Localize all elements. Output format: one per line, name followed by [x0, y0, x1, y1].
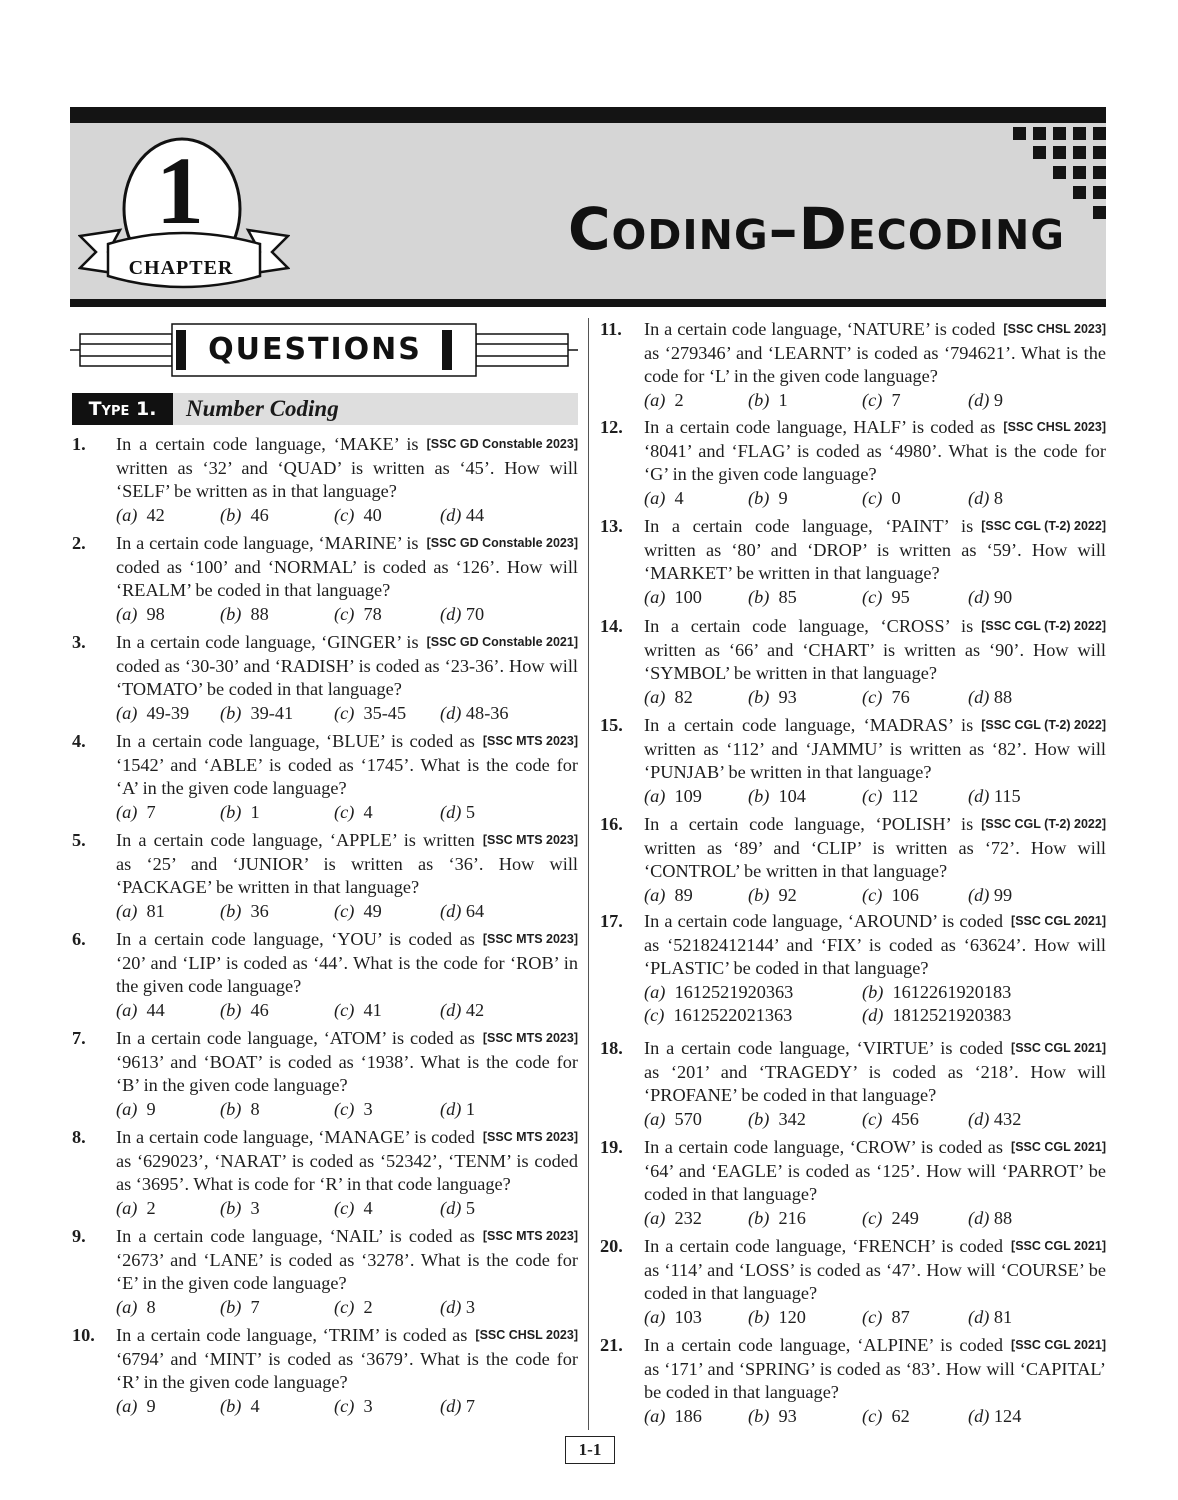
question-source: [SSC CHSL 2023] [475, 1328, 578, 1342]
options-row [116, 504, 578, 528]
option-c: (c) 35-45 [334, 702, 407, 723]
question-number: 9. [72, 1226, 86, 1246]
question-text: In a certain code language, ‘CROSS’ is written as ‘66’ and ‘CHART’ is written as ‘90’. How will ‘SYMBOL’ be written in that language? [644, 616, 1106, 684]
option-d: (d) 124 [968, 1405, 1022, 1426]
option-c: (c) 1612522021363 [644, 1005, 793, 1026]
question-item [72, 532, 578, 626]
options-row [116, 1098, 578, 1122]
question-number: 12. [600, 417, 623, 437]
options-row [644, 981, 1106, 1005]
option-a: (a) 2 [116, 1197, 156, 1218]
question-item [72, 631, 578, 725]
question-item [72, 928, 578, 1022]
question-number: 11. [600, 319, 622, 339]
options-row [644, 1405, 1106, 1429]
question-item [600, 1235, 1106, 1329]
question-text: In a certain code language, ‘FRENCH’ is coded as ‘114’ and ‘LOSS’ is coded as ‘47’. How will ‘COURSE’ be coded in that language? [644, 1236, 1106, 1304]
option-b: (b) 92 [748, 884, 797, 905]
question-text: In a certain code language, ‘CROW’ is coded as ‘64’ and ‘EAGLE’ is coded as ‘125’. How will ‘PARROT’ be coded in that language? [644, 1137, 1106, 1205]
option-b: (b) 7 [220, 1296, 260, 1317]
options-row [116, 603, 578, 627]
option-d: (d) 115 [968, 785, 1021, 806]
question-source: [SSC CGL (T-2) 2022] [981, 519, 1106, 533]
header-bottom-rule [70, 299, 1106, 307]
options-row [644, 884, 1106, 908]
option-b: (b) 93 [748, 1405, 797, 1426]
question-item [72, 1126, 578, 1220]
option-d: (d) 9 [968, 389, 1004, 410]
question-text: In a certain code language, ‘APPLE’ is written as ‘25’ and ‘JUNIOR’ is written as ‘36’. How will ‘PACKAGE’ be written in that language? [116, 830, 578, 898]
option-c: (c) 2 [334, 1296, 373, 1317]
option-a: (a) 570 [644, 1108, 702, 1129]
options-row [644, 1004, 1106, 1028]
header-top-rule [70, 107, 1106, 123]
option-c: (c) 95 [862, 586, 910, 607]
question-source: [SSC GD Constable 2023] [426, 437, 578, 451]
option-a: (a) 7 [116, 801, 156, 822]
options-row [116, 801, 578, 825]
option-c: (c) 76 [862, 686, 910, 707]
option-d: (d) 3 [440, 1296, 476, 1317]
option-a: (a) 89 [644, 884, 693, 905]
question-number: 7. [72, 1028, 86, 1048]
question-text: In a certain code language, ‘VIRTUE’ is coded as ‘201’ and ‘TRAGEDY’ is coded as ‘218’. How will ‘PROFANE’ be coded in that language? [644, 1038, 1106, 1106]
option-a: (a) 81 [116, 900, 165, 921]
question-item [72, 1225, 578, 1319]
option-a: (a) 186 [644, 1405, 702, 1426]
option-c: (c) 4 [334, 801, 373, 822]
option-d: (d) 5 [440, 1197, 476, 1218]
option-c: (c) 87 [862, 1306, 910, 1327]
question-item [72, 1324, 578, 1418]
option-b: (b) 216 [748, 1207, 806, 1228]
question-item [600, 416, 1106, 510]
option-b: (b) 46 [220, 999, 269, 1020]
option-a: (a) 82 [644, 686, 693, 707]
options-row [116, 1296, 578, 1320]
option-d: (d) 7 [440, 1395, 476, 1416]
option-d: (d) 44 [440, 504, 485, 525]
option-d: (d) 70 [440, 603, 485, 624]
question-source: [SSC MTS 2023] [482, 734, 578, 748]
option-c: (c) 249 [862, 1207, 919, 1228]
question-source: [SSC CHSL 2023] [1003, 420, 1106, 434]
question-text: In a certain code language, ‘GINGER’ is coded as ‘30-30’ and ‘RADISH’ is coded as ‘23-36’. How will ‘TOMATO’ be coded in that language? [116, 632, 578, 700]
question-source: [SSC MTS 2023] [482, 1229, 578, 1243]
question-text: In a certain code language, ‘YOU’ is coded as ‘20’ and ‘LIP’ is coded as ‘44’. What is the code for ‘ROB’ in the given code language? [116, 929, 578, 997]
question-item [600, 1037, 1106, 1131]
question-number: 3. [72, 632, 86, 652]
question-item [72, 829, 578, 923]
question-number: 18. [600, 1038, 623, 1058]
question-number: 6. [72, 929, 86, 949]
option-c: (c) 3 [334, 1395, 373, 1416]
option-a: (a) 109 [644, 785, 702, 806]
chapter-label: CHAPTER [128, 257, 234, 279]
question-text: In a certain code language, ‘NATURE’ is coded as ‘279346’ and ‘LEARNT’ is coded as ‘794621’. What is the code for ‘L’ in the given code language? [644, 319, 1106, 387]
option-a: (a) 4 [644, 487, 684, 508]
question-text: In a certain code language, ‘MADRAS’ is written as ‘112’ and ‘JAMMU’ is written as ‘82’. How will ‘PUNJAB’ be written in that language? [644, 715, 1106, 783]
question-number: 15. [600, 715, 623, 735]
option-a: (a) 42 [116, 504, 165, 525]
question-source: [SSC CGL 2021] [1011, 914, 1106, 928]
question-item [600, 813, 1106, 907]
option-d: (d) 5 [440, 801, 476, 822]
question-source: [SSC CGL 2021] [1011, 1041, 1106, 1055]
question-item [600, 515, 1106, 609]
question-number: 19. [600, 1137, 623, 1157]
options-row [644, 785, 1106, 809]
option-b: (b) 9 [748, 487, 788, 508]
question-source: [SSC CGL 2021] [1011, 1239, 1106, 1253]
option-d: (d) 432 [968, 1108, 1022, 1129]
question-item [72, 1027, 578, 1121]
option-a: (a) 44 [116, 999, 165, 1020]
question-number: 21. [600, 1335, 623, 1355]
options-row [116, 1197, 578, 1221]
question-number: 2. [72, 533, 86, 553]
option-c: (c) 49 [334, 900, 382, 921]
question-source: [SSC MTS 2023] [482, 833, 578, 847]
option-b: (b) 36 [220, 900, 269, 921]
option-d: (d) 48-36 [440, 702, 509, 723]
question-number: 17. [600, 911, 623, 931]
question-text: In a certain code language, ‘TRIM’ is coded as ‘6794’ and ‘MINT’ is coded as ‘3679’. What is the code for ‘R’ in the given code language? [116, 1325, 578, 1393]
options-row [116, 702, 578, 726]
type-title: Number Coding [186, 396, 339, 421]
option-a: (a) 49-39 [116, 702, 190, 723]
question-source: [SSC GD Constable 2023] [426, 536, 578, 550]
option-c: (c) 112 [862, 785, 919, 806]
question-item [600, 1334, 1106, 1428]
option-b: (b) 342 [748, 1108, 806, 1129]
question-text: In a certain code language, ‘NAIL’ is coded as ‘2673’ and ‘LANE’ is coded as ‘3278’. What is the code for ‘E’ in the given code language? [116, 1226, 578, 1294]
question-source: [SSC CGL (T-2) 2022] [981, 619, 1106, 633]
option-c: (c) 456 [862, 1108, 919, 1129]
question-number: 14. [600, 616, 623, 636]
question-number: 8. [72, 1127, 86, 1147]
option-c: (c) 0 [862, 487, 901, 508]
question-text: In a certain code language, ‘POLISH’ is written as ‘89’ and ‘CLIP’ is written as ‘72’. How will ‘CONTROL’ be written in that language? [644, 814, 1106, 882]
option-d: (d) 88 [968, 1207, 1013, 1228]
option-b: (b) 88 [220, 603, 269, 624]
options-row [644, 487, 1106, 511]
option-b: (b) 3 [220, 1197, 260, 1218]
option-c: (c) 40 [334, 504, 382, 525]
question-number: 5. [72, 830, 86, 850]
options-row [644, 1207, 1106, 1231]
questions-heading: QUESTIONS [208, 332, 422, 367]
question-source: [SSC CGL 2021] [1011, 1338, 1106, 1352]
options-row [644, 1306, 1106, 1330]
option-d: (d) 99 [968, 884, 1013, 905]
question-item [600, 1136, 1106, 1230]
question-text: In a certain code language, ‘ALPINE’ is coded as ‘171’ and ‘SPRING’ is coded as ‘83’. How will ‘CAPITAL’ be coded in that language? [644, 1335, 1106, 1403]
option-a: (a) 98 [116, 603, 165, 624]
option-d: (d) 64 [440, 900, 485, 921]
question-text: In a certain code language, ‘AROUND’ is coded as ‘52182412144’ and ‘FIX’ is coded as ‘63624’. How will ‘PLASTIC’ be coded in that language? [644, 911, 1106, 979]
options-row [116, 1395, 578, 1419]
question-item [600, 318, 1106, 412]
option-a: (a) 103 [644, 1306, 702, 1327]
option-a: (a) 9 [116, 1395, 156, 1416]
options-row [644, 686, 1106, 710]
question-source: [SSC GD Constable 2021] [426, 635, 578, 649]
option-b: (b) 120 [748, 1306, 806, 1327]
question-source: [SSC MTS 2023] [482, 932, 578, 946]
option-b: (b) 1 [220, 801, 260, 822]
question-source: [SSC CGL (T-2) 2022] [981, 718, 1106, 732]
question-text: In a certain code language, ‘MAKE’ is written as ‘32’ and ‘QUAD’ is written as ‘45’. How will ‘SELF’ be written as in that language? [116, 434, 578, 502]
question-source: [SSC CHSL 2023] [1003, 322, 1106, 336]
option-b: (b) 4 [220, 1395, 260, 1416]
chapter-title: Coding–Decoding [567, 195, 1065, 263]
question-item [600, 615, 1106, 709]
question-text: In a certain code language, ‘MANAGE’ is coded as ‘629023’, ‘NARAT’ is coded as ‘52342’, ‘TENM’ is coded as ‘3695’. What is code for ‘R’ in that code language? [116, 1127, 578, 1195]
option-a: (a) 9 [116, 1098, 156, 1119]
option-b: (b) 1 [748, 389, 788, 410]
option-c: (c) 4 [334, 1197, 373, 1218]
option-c: (c) 3 [334, 1098, 373, 1119]
option-b: (b) 85 [748, 586, 797, 607]
option-d: (d) 1812521920383 [862, 1005, 1012, 1026]
option-a: (a) 2 [644, 389, 684, 410]
question-source: [SSC MTS 2023] [482, 1130, 578, 1144]
question-item [72, 433, 578, 527]
question-text: In a certain code language, ‘PAINT’ is written as ‘80’ and ‘DROP’ is written as ‘59’. How will ‘MARKET’ be written in that language? [644, 516, 1106, 584]
option-d: (d) 8 [968, 487, 1004, 508]
question-number: 10. [72, 1325, 95, 1345]
question-number: 4. [72, 731, 86, 751]
option-c: (c) 106 [862, 884, 919, 905]
option-c: (c) 78 [334, 603, 382, 624]
option-b: (b) 39-41 [220, 702, 294, 723]
question-text: In a certain code language, ‘ATOM’ is coded as ‘9613’ and ‘BOAT’ is coded as ‘1938’. What is the code for ‘B’ in the given code language? [116, 1028, 578, 1096]
question-number: 13. [600, 516, 623, 536]
option-b: (b) 46 [220, 504, 269, 525]
option-b: (b) 1612261920183 [862, 981, 1012, 1002]
option-a: (a) 100 [644, 586, 702, 607]
type-tag: Type 1. [72, 393, 173, 425]
question-text: In a certain code language, ‘BLUE’ is coded as ‘1542’ and ‘ABLE’ is coded as ‘1745’. What is the code for ‘A’ in the given code language? [116, 731, 578, 799]
option-a: (a) 1612521920363 [644, 981, 794, 1002]
options-row [644, 389, 1106, 413]
option-d: (d) 1 [440, 1098, 476, 1119]
question-source: [SSC MTS 2023] [482, 1031, 578, 1045]
option-c: (c) 7 [862, 389, 901, 410]
options-row [116, 999, 578, 1023]
option-b: (b) 104 [748, 785, 806, 806]
options-row [116, 900, 578, 924]
question-number: 20. [600, 1236, 623, 1256]
option-b: (b) 93 [748, 686, 797, 707]
question-number: 16. [600, 814, 623, 834]
chapter-number: 1 [156, 137, 204, 244]
option-c: (c) 41 [334, 999, 382, 1020]
option-d: (d) 42 [440, 999, 485, 1020]
option-d: (d) 90 [968, 586, 1013, 607]
option-d: (d) 88 [968, 686, 1013, 707]
question-number: 1. [72, 434, 86, 454]
question-item [72, 730, 578, 824]
option-a: (a) 232 [644, 1207, 702, 1228]
question-source: [SSC CGL 2021] [1011, 1140, 1106, 1154]
option-b: (b) 8 [220, 1098, 260, 1119]
option-c: (c) 62 [862, 1405, 910, 1426]
column-divider [588, 318, 589, 1430]
options-row [644, 1108, 1106, 1132]
page-number: 1-1 [565, 1436, 615, 1464]
question-text: In a certain code language, HALF’ is coded as ‘8041’ and ‘FLAG’ is coded as ‘4980’. What is the code for ‘G’ in the given code language? [644, 417, 1106, 485]
option-a: (a) 8 [116, 1296, 156, 1317]
question-item [600, 714, 1106, 808]
option-d: (d) 81 [968, 1306, 1013, 1327]
options-row [644, 586, 1106, 610]
question-source: [SSC CGL (T-2) 2022] [981, 817, 1106, 831]
question-text: In a certain code language, ‘MARINE’ is coded as ‘100’ and ‘NORMAL’ is coded as ‘126’. How will ‘REALM’ be coded in that language? [116, 533, 578, 601]
question-item [600, 910, 1106, 1028]
